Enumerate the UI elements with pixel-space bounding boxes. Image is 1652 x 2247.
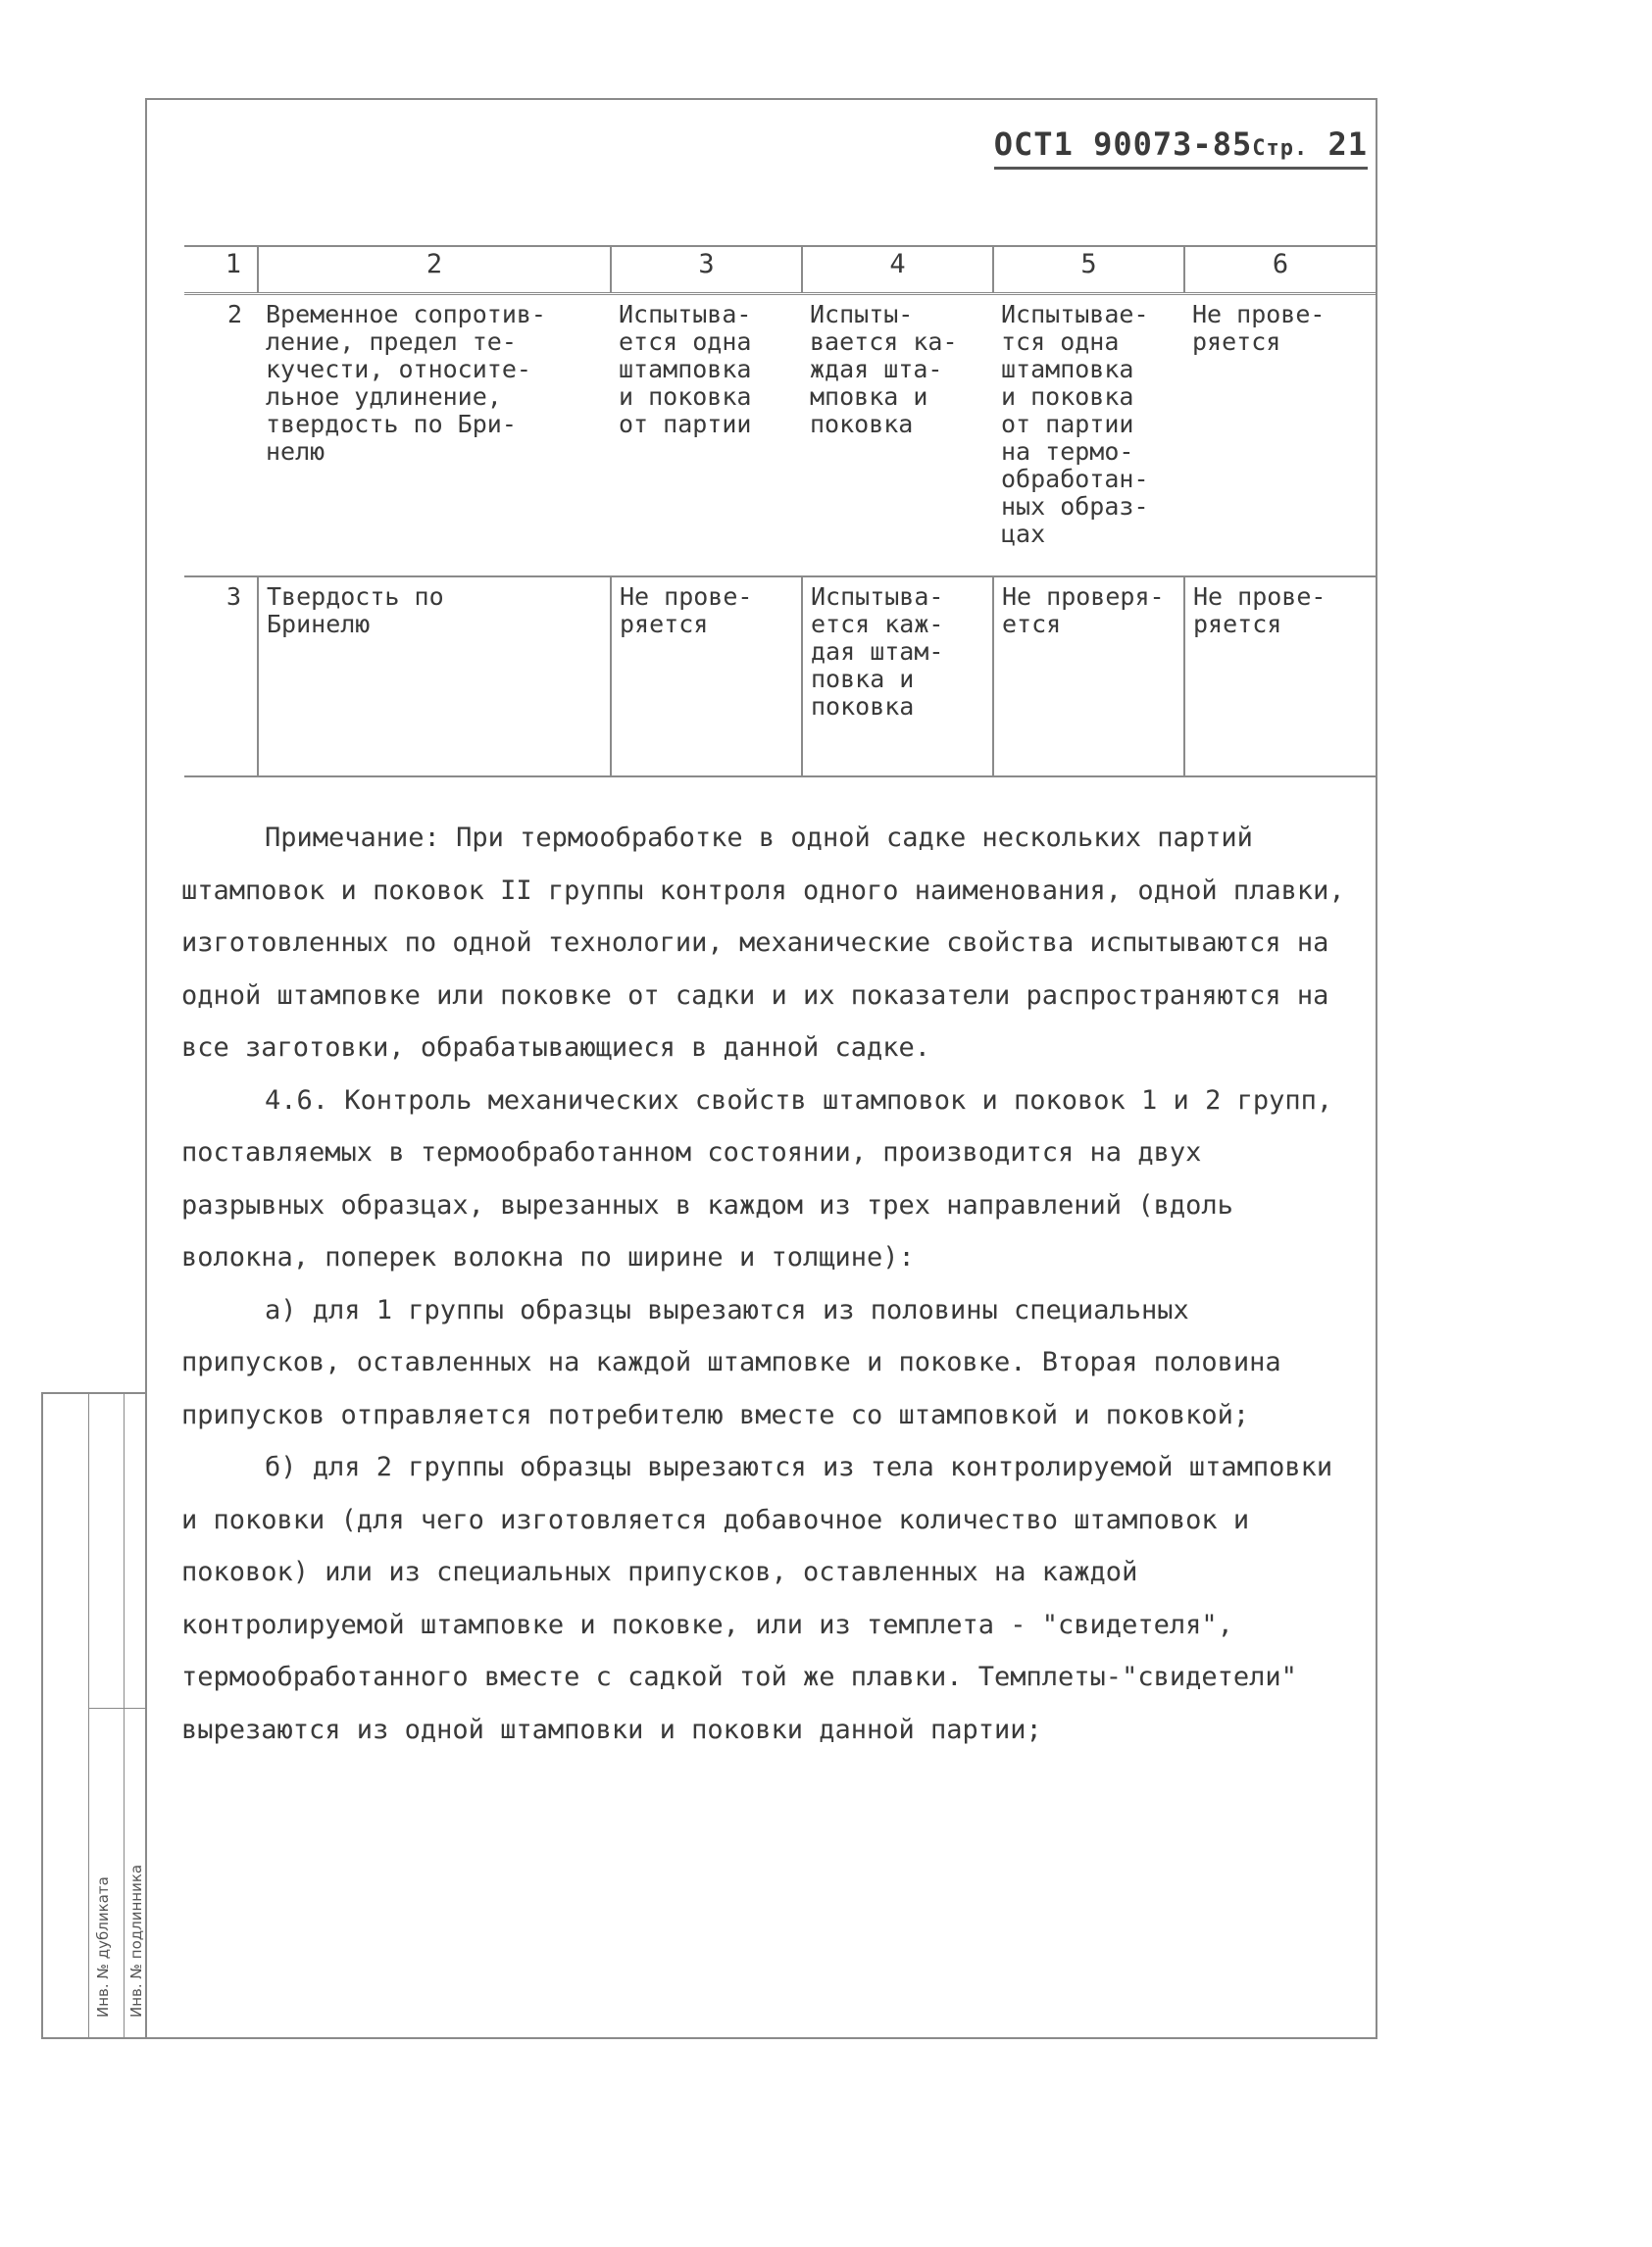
col-header: 4 xyxy=(802,246,993,294)
page-label: Стр. xyxy=(1252,136,1309,161)
binding-label-original: Инв. № подлинника xyxy=(127,1864,145,2018)
table-row xyxy=(184,294,1376,577)
paragraph-b: б) для 2 группы образцы вырезаются из тела контролируемой штамповки и поковки (для чего изготовляется добавочное количество штамповок и поковок) или из специальных припусков, оставленных на каждой контролируемой штамповке и поковке, или из темплета - "свидетеля", термообработанного вместе с садкой той же плавки. Темплеты-"свидетели" вырезаются из одной штамповки и поковки данной партии; xyxy=(181,1452,1333,1745)
table-cell: Не прове- ряется xyxy=(1192,300,1326,356)
table-cell: Не прове- ряется xyxy=(1184,576,1376,776)
table-cell: Твердость по Бринелю xyxy=(258,576,611,776)
paragraph-4-6: 4.6. Контроль механических свойств штамповок и поковок 1 и 2 групп, поставляемых в термообработанном состоянии, производится на двух разрывных образцах, вырезанных в каждом из трех направлений (вдоль волокна, поперек волокна по ширине и толщине): xyxy=(181,1084,1333,1273)
col-header: 5 xyxy=(993,246,1184,294)
paragraph-a: а) для 1 группы образцы вырезаются из половины специальных припусков, оставленных на каждой штамповке и поковке. Вторая половина припусков отправляется потребителю вместе со штамповкой и поковкой; xyxy=(181,1294,1281,1430)
table-header-row xyxy=(184,246,1376,294)
table-cell: Испытывае- тся одна штамповка и поковка от партии на термо- обработан- ных образ- цах xyxy=(1001,300,1149,548)
col-header: 1 xyxy=(184,246,258,294)
binding-label-duplicate: Инв. № дубликата xyxy=(94,1876,112,2018)
table-row xyxy=(184,576,1376,776)
page-number: 21 xyxy=(1327,125,1368,163)
note-paragraph: Примечание: При термообработке в одной садке нескольких партий штамповок и поковок II группы контроля одного наименования, одной плавки, изготовленных по одной технологии, механические свойства испытываются на одной штамповке или поковке от садки и их показатели распространяются на все заготовки, обрабатывающиеся в данной садке. xyxy=(181,823,1345,1063)
table-cell: Испытыва- ется одна штамповка и поковка от партии xyxy=(619,300,752,438)
col-header: 3 xyxy=(611,246,802,294)
table-cell: Испыты- вается ка- ждая шта- мповка и поковка xyxy=(810,300,958,438)
body-text xyxy=(181,812,1358,1756)
doc-header xyxy=(994,125,1368,170)
table-cell: Не прове- ряется xyxy=(611,576,802,776)
table-cell: Временное сопротив- ление, предел те- кучести, относите- льное удлинение, твердость по Бри- нелю xyxy=(266,300,546,466)
specs-table xyxy=(184,245,1376,777)
col-header: 2 xyxy=(258,246,611,294)
col-header: 6 xyxy=(1184,246,1376,294)
binding-stamp xyxy=(41,1392,147,2039)
row-number: 2 xyxy=(226,300,242,328)
table-cell: Испытыва- ется каж- дая штам- повка и поковка xyxy=(802,576,993,776)
table-cell: Не проверя- ется xyxy=(993,576,1184,776)
row-number: 3 xyxy=(225,582,241,611)
doc-code: ОСТ1 90073-85 xyxy=(993,125,1253,163)
